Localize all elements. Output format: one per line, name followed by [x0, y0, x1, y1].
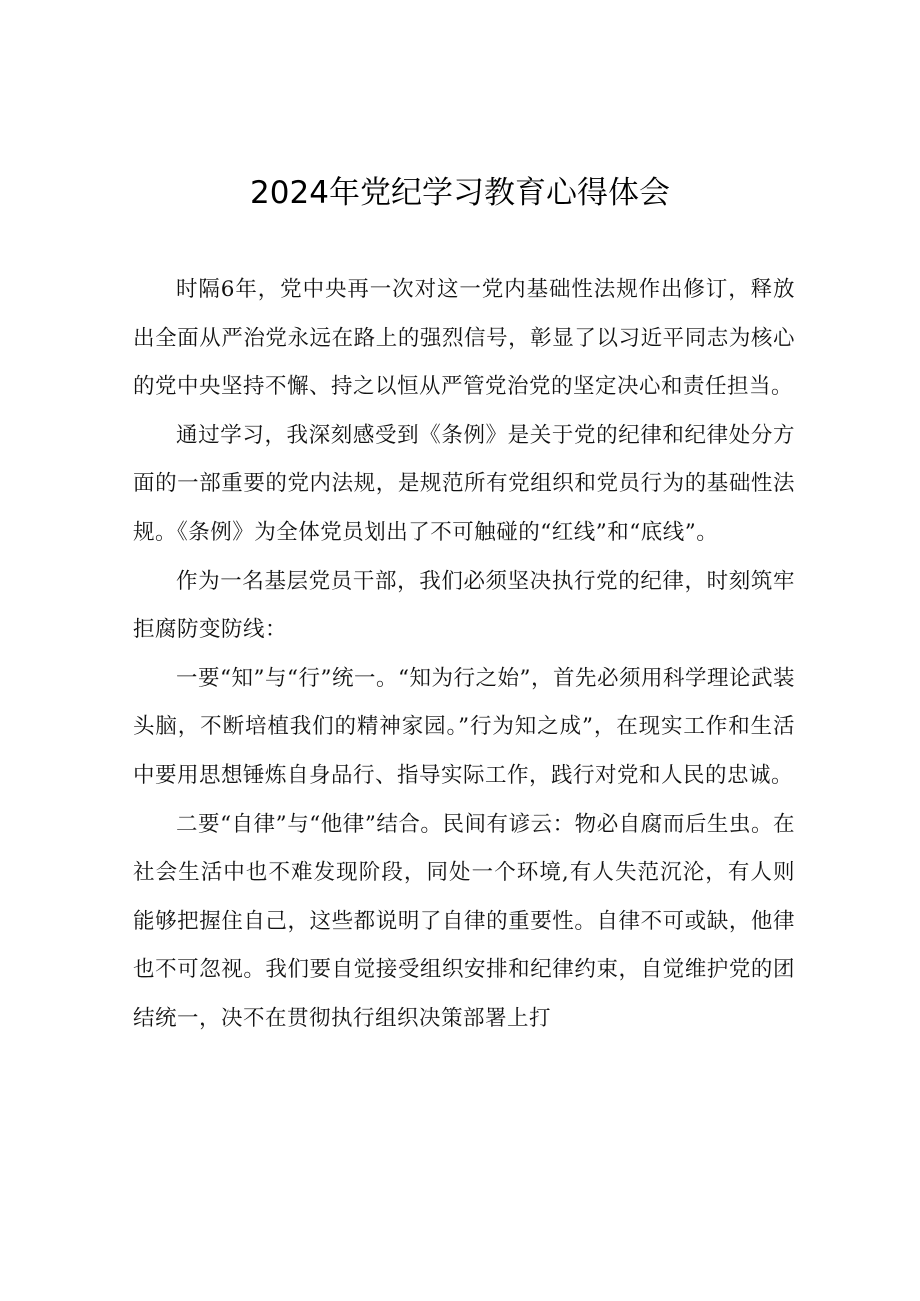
paragraph-3: 作为一名基层党员干部，我们必须坚决执行党的纪律，时刻筑牢拒腐防变防线：	[133, 568, 795, 643]
document-title: 2024年党纪学习教育心得体会	[250, 175, 670, 211]
paragraph-5: 二要“自律”与“他律”结合。民间有谚云：物必自腐而后生虫。在社会生活中也不难发现阶段，同处一个环境,有人失范沉沦，有人则能够把握住自己，这些都说明了自律的重要性。自律不可或缺，他律也不可忽视。我们要自觉接受组织安排和纪律约束，自觉维护党的团结统一，决不在贯彻执行组织决策部署上打	[133, 811, 795, 1031]
paragraph-1: 时隔6年，党中央再一次对这一党内基础性法规作出修订，释放出全面从严治党永远在路上的强烈信号，彰显了以习近平同志为核心的党中央坚持不懈、持之以恒从严管党治党的坚定决心和责任担当。	[133, 277, 795, 400]
document-body	[133, 266, 795, 1044]
paragraph-2: 通过学习，我深刻感受到《条例》是关于党的纪律和纪律处分方面的一部重要的党内法规，是规范所有党组织和党员行为的基础性法规。《条例》为全体党员划出了不可触碰的“红线”和“底线”。	[133, 422, 795, 545]
paragraph-4: 一要“知”与“行”统一。“知为行之始”，首先必须用科学理论武装头脑，不断培植我们的精神家园。”行为知之成”，在现实工作和生活中要用思想锤炼自身品行、指导实际工作，践行对党和人民的忠诚。	[133, 665, 795, 788]
